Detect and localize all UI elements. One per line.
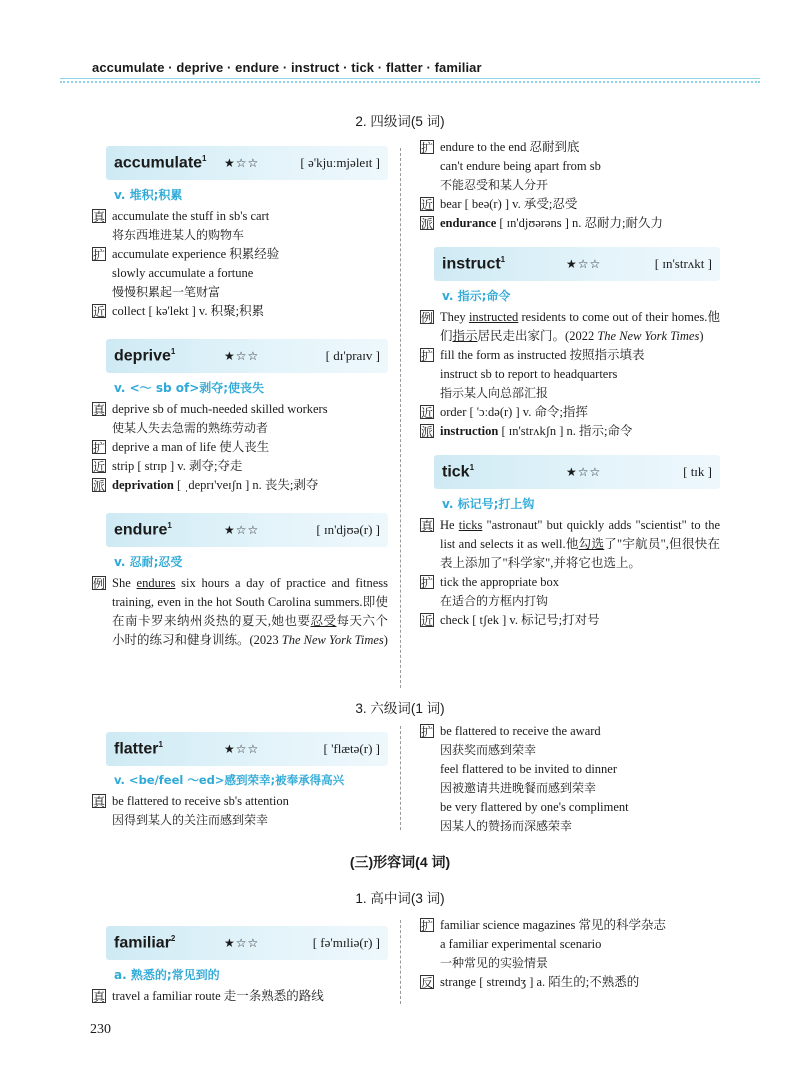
translation-line: 指示某人向总部汇报 — [440, 386, 549, 400]
word-card-instruct — [434, 247, 720, 281]
headword: endure$^1$ — [114, 520, 172, 539]
phonetic: [ ɪn'strʌkt ] — [654, 256, 712, 271]
section-high-school: 1. 高中词(3 词) — [355, 891, 445, 906]
translation-line: 在适合的方框内打钩 — [440, 594, 549, 608]
word-card-endure — [106, 513, 388, 547]
synonym-line: 近 collect [ kə'lekt ] v. 积聚;积累 — [93, 304, 265, 319]
example-line: 真 accumulate the stuff in sb's cart — [93, 209, 270, 224]
synonym-line: 近 check [ tʃek ] v. 标记号;打对号 — [421, 613, 600, 628]
word-card-deprive — [106, 339, 388, 373]
antonym-line: 反 strange [ streɪndʒ ] a. 陌生的;不熟悉的 — [421, 975, 640, 990]
translation-line: 将东西堆进某人的购物车 — [112, 228, 245, 242]
headword: deprive$^1$ — [114, 346, 176, 365]
right-column-bottom — [420, 916, 720, 992]
star-rating: ★☆☆ — [224, 348, 260, 363]
headword: tick$^1$ — [442, 462, 475, 481]
derivative-line: 派 instruction [ ɪn'strʌkʃn ] n. 指示;命令 — [421, 424, 633, 439]
word-card-tick — [434, 455, 720, 489]
left-column-mid — [92, 732, 388, 830]
section-adjectives: (三)形容词(4 词) — [349, 854, 451, 870]
phonetic: [ tɪk ] — [683, 464, 712, 479]
section-cet6: 3. 六级词(1 词) — [355, 701, 445, 716]
example-line: 例 She endures six hours a day of practice and fitness training, even in the hot South Carolina summers.即使在南卡罗来纳州炎热的夏天,她也要忍受每天六个小时的练习和健身训练。(2023 The New York Times) — [93, 576, 389, 647]
extend-line: 扩 accumulate experience 积累经验 — [93, 247, 280, 262]
translation-line: 一种常见的实验情景 — [440, 956, 549, 970]
phonetic: [ ɪn'djʊə(r) ] — [316, 522, 380, 537]
page-number: 230 — [90, 1022, 111, 1037]
star-rating: ★☆☆ — [224, 522, 260, 537]
translation-line: 因获奖而感到荣幸 — [440, 743, 537, 757]
translation-line: 不能忍受和某人分开 — [440, 178, 549, 192]
extend-line: 扩 familiar science magazines 常见的科学杂志 — [421, 918, 666, 933]
headword: flatter$^1$ — [114, 739, 163, 758]
translation-line: 慢慢积累起一笔财富 — [112, 285, 221, 299]
part-of-speech: v. 忍耐;忍受 — [114, 555, 183, 569]
phonetic: [ fə'mɪliə(r) ] — [312, 935, 380, 950]
star-rating: ★☆☆ — [224, 741, 260, 756]
phonetic: [ ə'kjuːmjəleɪt ] — [300, 155, 380, 170]
extend-line: 扩 be flattered to receive the award — [421, 724, 601, 739]
header-rule — [60, 78, 760, 84]
star-rating: ★☆☆ — [224, 155, 260, 170]
star-rating: ★☆☆ — [224, 935, 260, 950]
part-of-speech: v. <be/feel ～ed>感到荣幸;被奉承得高兴 — [114, 773, 345, 787]
part-of-speech: v. <～ sb of>剥夺;使丧失 — [114, 381, 265, 395]
example-line: 例 They instructed residents to come out of their homes.他们指示居民走出家门。(2022 The New York Times) — [421, 310, 721, 343]
left-column-top — [92, 146, 388, 650]
extend-line: be very flattered by one's compliment — [440, 800, 629, 814]
part-of-speech: v. 标记号;打上钩 — [442, 497, 535, 511]
headword: accumulate$^1$ — [114, 153, 207, 172]
star-rating: ★☆☆ — [566, 256, 602, 271]
column-divider — [400, 920, 407, 1004]
headword: instruct$^1$ — [442, 254, 506, 273]
extend-line: 扩 fill the form as instructed 按照指示填表 — [421, 348, 645, 363]
extend-line: 扩 endure to the end 忍耐到底 — [421, 140, 580, 155]
extend-line: a familiar experimental scenario — [440, 937, 602, 951]
extend-line: can't endure being apart from sb — [440, 159, 601, 173]
extend-line: 扩 tick the appropriate box — [421, 575, 560, 590]
part-of-speech: a. 熟悉的;常见到的 — [114, 968, 220, 982]
column-divider — [400, 148, 407, 688]
part-of-speech: v. 指示;命令 — [442, 289, 511, 303]
part-of-speech: v. 堆积;积累 — [114, 188, 183, 202]
left-column-bottom — [92, 926, 388, 1006]
word-card-familiar — [106, 926, 388, 960]
right-column-top — [420, 138, 720, 630]
phonetic: [ 'flætə(r) ] — [323, 741, 380, 756]
column-divider — [400, 726, 407, 830]
synonym-line: 近 strip [ strɪp ] v. 剥夺;夺走 — [93, 459, 243, 474]
extend-line: instruct sb to report to headquarters — [440, 367, 618, 381]
translation-line: 因被邀请共进晚餐而感到荣幸 — [440, 781, 597, 795]
example-line: 真 deprive sb of much-needed skilled workers — [93, 402, 328, 417]
headword: familiar$^2$ — [114, 933, 176, 952]
example-line: 真 travel a familiar route 走一条熟悉的路线 — [93, 989, 324, 1004]
word-card-accumulate — [106, 146, 388, 180]
running-header: accumulate · deprive · endure · instruct · tick · flatter · familiar — [92, 60, 482, 75]
section-cet4: 2. 四级词(5 词) — [355, 114, 445, 129]
extend-line: slowly accumulate a fortune — [112, 266, 254, 280]
derivative-line: 派 deprivation [ ˌdeprɪ'veɪʃn ] n. 丧失;剥夺 — [93, 478, 319, 493]
phonetic: [ dɪ'praɪv ] — [325, 348, 380, 363]
synonym-line: 近 bear [ beə(r) ] v. 承受;忍受 — [421, 197, 578, 212]
derivative-line: 派 endurance [ ɪn'djʊərəns ] n. 忍耐力;耐久力 — [421, 216, 663, 231]
translation-line: 因某人的赞扬而深感荣幸 — [440, 819, 573, 833]
word-card-flatter — [106, 732, 388, 766]
right-column-mid — [420, 722, 720, 836]
extend-line: feel flattered to be invited to dinner — [440, 762, 618, 776]
translation-line: 因得到某人的关注而感到荣幸 — [112, 813, 269, 827]
example-line: 真 be flattered to receive sb's attention — [93, 794, 289, 809]
synonym-line: 近 order [ 'ɔːdə(r) ] v. 命令;指挥 — [421, 405, 588, 420]
extend-line: 扩 deprive a man of life 使人丧生 — [93, 440, 270, 455]
example-line: 真 He ticks "astronaut" but quickly adds "scientist" to the list and selects it as well.他勾选了"宇航员",但很快在表上添加了"科学家",并将它也选上。 — [421, 518, 720, 570]
translation-line: 使某人失去急需的熟练劳动者 — [112, 421, 269, 435]
star-rating: ★☆☆ — [566, 464, 602, 479]
